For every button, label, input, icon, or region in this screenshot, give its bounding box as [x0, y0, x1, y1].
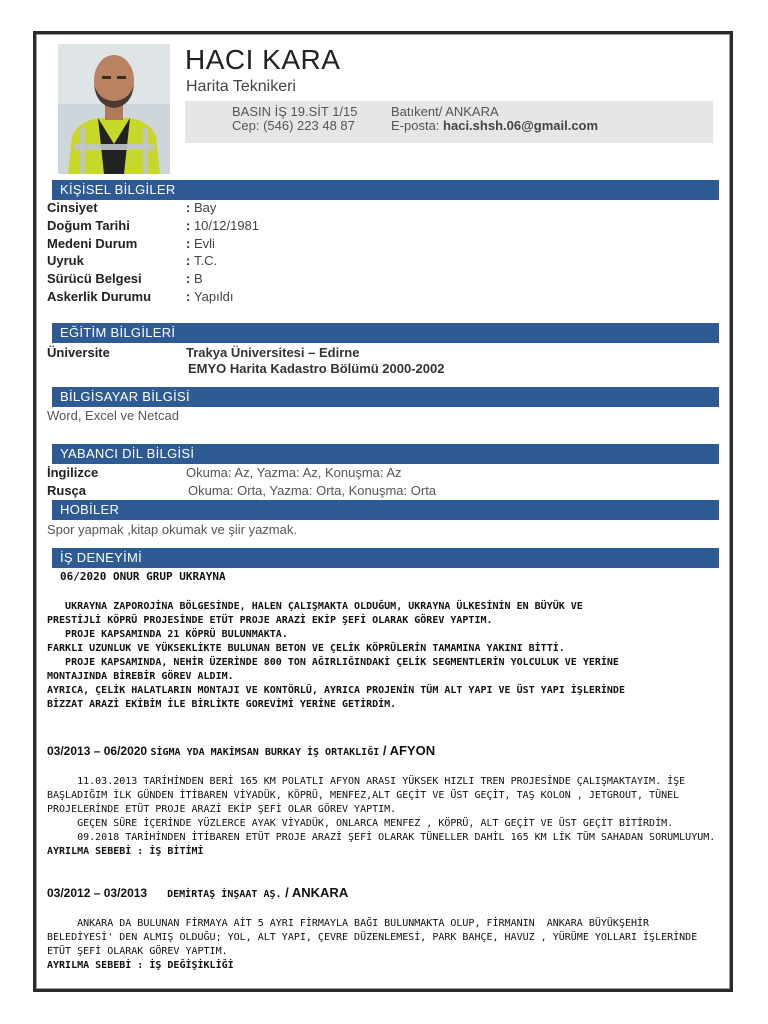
label-marital: Medeni Durum: [47, 236, 138, 251]
label-gender: Cinsiyet: [47, 200, 98, 215]
job3-line-3: ETÜT ŞEFİ OLARAK GÖREV YAPTIM.: [47, 946, 228, 957]
job3-heading: [47, 885, 348, 900]
job1-line-6: MONTAJINDA BİREBİR GÖREV ALDIM.: [47, 671, 234, 682]
job1-line-2: PRESTİJLİ KÖPRÜ PROJESİNDE ETÜT PROJE ARAZİ EKİP ŞEFİ OLARAK GÖREV YAPTIM.: [47, 615, 493, 626]
job2-heading: [47, 743, 435, 758]
job3-dates: 03/2012 – 03/2013: [47, 886, 148, 900]
job2-line-2: BAŞLADIĞIM İLK GÜNDEN İTİBAREN VİYADÜK, KÖPRÜ, MENFEZ,ALT GEÇİT VE ÜST GEÇİT, TAŞ KOLON , JETGROUT, TÜNEL: [47, 790, 680, 801]
section-languages: YABANCI DİL BİLGİSİ: [52, 444, 719, 464]
value-birth: : 10/12/1981: [186, 218, 259, 233]
candidate-title: Harita Teknikeri: [186, 78, 296, 95]
value-marital: : Evli: [186, 236, 215, 251]
job2-dates: 03/2013 – 06/2020: [47, 744, 148, 758]
computer-skills: Word, Excel ve Netcad: [47, 408, 179, 423]
candidate-name: HACI KARA: [185, 44, 341, 75]
label-english: İngilizce: [47, 465, 99, 480]
label-birth: Doğum Tarihi: [47, 218, 130, 233]
job1-title: 06/2020 ONUR GRUP UKRAYNA: [60, 570, 226, 583]
job1-line-3: PROJE KAPSAMINDA 21 KÖPRÜ BULUNMAKTA.: [47, 629, 288, 640]
job2-line-5: 09.2018 TARİHİNDEN İTİBAREN ETÜT PROJE ARAZİ ŞEFİ OLARAK TÜNELLER DAHİL 165 KM LİK TÜM SAHADAN SORUMLUYUM.: [47, 832, 716, 843]
address: BASIN İŞ 19.SİT 1/15: [232, 104, 358, 119]
job3-company: DEMİRTAŞ İNŞAAT AŞ.: [167, 889, 282, 900]
job2-city: AFYON: [389, 743, 436, 758]
job1-line-7: AYRICA, ÇELİK HALATLARIN MONTAJI VE KONTÖRLÜ, AYRICA PROJENİN TÜM ALT YAPI VE ÜST YAPI İŞLERİNDE: [47, 685, 625, 696]
label-university: Üniversite: [47, 345, 110, 360]
job2-line-4: GEÇEN SÜRE İÇERİNDE YÜZLERCE AYAK VİYADÜK, ONLARCA MENFEZ , KÖPRÜ, ALT GEÇİT VE ÜST GEÇİT BİTİRDİM.: [47, 818, 674, 829]
job2-line-1: 11.03.2013 TARİHİNDEN BERİ 165 KM POLATLI AFYON ARASI YÜKSEK HIZLI TREN PROJESİNDE ÇALIŞMAKTAYIM. İŞE: [47, 776, 686, 787]
email-row: [391, 118, 598, 133]
value-military: : Yapıldı: [186, 289, 233, 304]
job3-line-1: ANKARA DA BULUNAN FİRMAYA AİT 5 AYRI FİRMAYLA BAĞI BULUNMAKTA OLUP, FİRMANIN ANKARA BÜYÜKŞEHİR: [47, 918, 650, 929]
value-russian: Okuma: Orta, Yazma: Orta, Konuşma: Orta: [188, 483, 437, 498]
job1-line-5: PROJE KAPSAMINDA, NEHİR ÜZERİNDE 800 TON AĞIRLIĞINDAKİ ÇELİK SEGMENTLERİN YOLCULUK VE YERİNE: [47, 657, 619, 668]
job1-line-1: UKRAYNA ZAPOROJİNA BÖLGESİNDE, HALEN ÇALIŞMAKTA OLDUĞUM, UKRAYNA ÜLKESİNİN EN BÜYÜK VE: [47, 601, 583, 612]
person-photo-icon: [58, 44, 170, 174]
job1-line-8: BİZZAT ARAZİ EKİBİM İLE BİRLİKTE GOREVİMİ YERİNE GETİRDİM.: [47, 699, 397, 710]
city: Batıkent/ ANKARA: [391, 104, 499, 119]
contact-box: [185, 101, 713, 143]
section-personal: KİŞİSEL BİLGİLER: [52, 180, 719, 200]
job2-leave-reason: AYRILMA SEBEBİ : İŞ BİTİMİ: [47, 846, 204, 857]
job2-line-3: PROJELERİNDE ETÜT PROJE ARAZİ EKİP ŞEFİ OLAR GÖREV YAPTIM.: [47, 804, 397, 815]
label-russian: Rusça: [47, 483, 87, 498]
section-experience: İŞ DENEYİMİ: [52, 548, 719, 568]
section-computer: BİLGİSAYAR BİLGİSİ: [52, 387, 719, 407]
label-nationality: Uyruk: [47, 253, 84, 268]
job2-company: SİGMA YDA MAKİMSAN BURKAY İŞ ORTAKLIĞI: [150, 747, 380, 758]
section-education: EĞİTİM BİLGİLERİ: [52, 323, 719, 343]
job3-sep: /: [281, 885, 292, 900]
profile-photo: [58, 44, 170, 174]
job3-city: ANKARA: [291, 885, 349, 900]
edu-program: EMYO Harita Kadastro Bölümü 2000-2002: [188, 361, 445, 376]
job2-sep: /: [379, 743, 390, 758]
value-gender: : Bay: [186, 200, 216, 215]
value-nationality: : T.C.: [186, 253, 217, 268]
job1-line-4: FARKLI UZUNLUK VE YÜKSEKLİKTE BULUNAN BETON VE ÇELİK KÖPRÜLERİN TAMAMINA YAKINI BİTTİ.: [47, 643, 565, 654]
label-license: Sürücü Belgesi: [47, 271, 142, 286]
phone: Cep: (546) 223 48 87: [232, 118, 355, 133]
job3-leave-reason: AYRILMA SEBEBİ : İŞ DEĞİŞİKLİĞİ: [47, 960, 234, 971]
label-military: Askerlik Durumu: [47, 289, 152, 304]
value-english: Okuma: Az, Yazma: Az, Konuşma: Az: [186, 465, 402, 480]
edu-school: Trakya Üniversitesi – Edirne: [186, 345, 360, 360]
email-link[interactable]: haci.shsh.06@gmail.com: [443, 118, 599, 133]
section-hobbies: HOBİLER: [52, 500, 719, 520]
hobbies-text: Spor yapmak ,kitap okumak ve şiir yazmak.: [47, 522, 297, 537]
value-license: : B: [186, 271, 203, 286]
job3-line-2: BELEDİYESİ' DEN ALMIŞ OLDUĞU; YOL, ALT YAPI, ÇEVRE DÜZENLEMESİ, PARK BAHÇE, HAVUZ , YÜRÜME YOLLARI İŞLERİNDE: [47, 932, 698, 943]
email-label: E-posta:: [391, 118, 440, 133]
